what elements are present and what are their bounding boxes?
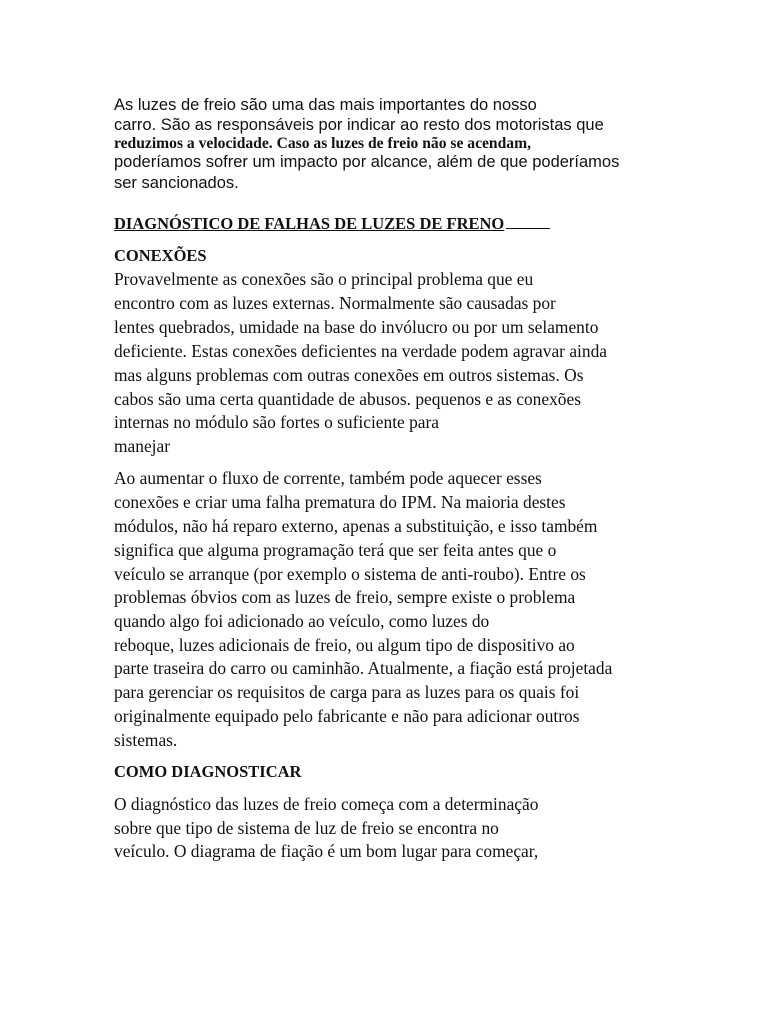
para2-line-1: Ao aumentar o fluxo de corrente, também pode aquecer esses	[114, 468, 542, 488]
conexoes-line-4: deficiente. Estas conexões deficientes na verdade podem agravar ainda	[114, 341, 607, 361]
intro-line-5: ser sancionados.	[114, 174, 239, 192]
conexoes-line-5: mas alguns problemas com outras conexões em outros sistemas. Os	[114, 365, 584, 385]
main-heading	[114, 212, 550, 235]
main-heading-text: DIAGNÓSTICO DE FALHAS DE LUZES DE FRENO	[114, 214, 505, 233]
heading-underline-tail	[506, 212, 550, 229]
intro-line-3-bold: reduzimos a velocidade. Caso as luzes de freio não se acendam,	[114, 135, 531, 152]
para2-line-4: significa que alguma programação terá que ser feita antes que o	[114, 540, 557, 560]
para2-line-12: sistemas.	[114, 730, 178, 750]
conexoes-line-2: encontro com as luzes externas. Normalmente são causadas por	[114, 293, 556, 313]
intro-line-4: poderíamos sofrer um impacto por alcance, além de que poderíamos	[114, 153, 620, 171]
section-heading-diagnosticar: COMO DIAGNOSTICAR	[114, 762, 302, 781]
para2-line-10: para gerenciar os requisitos de carga para as luzes para os quais foi	[114, 682, 580, 702]
section-heading-conexoes: CONEXÕES	[114, 246, 207, 265]
intro-line-2: carro. São as responsáveis por indicar ao resto dos motoristas que	[114, 116, 604, 134]
para2-line-7: quando algo foi adicionado ao veículo, como luzes do	[114, 611, 490, 631]
para2-line-6: problemas óbvios com as luzes de freio, sempre existe o problema	[114, 587, 576, 607]
conexoes-line-1: Provavelmente as conexões são o principal problema que eu	[114, 269, 534, 289]
para2-line-5: veículo se arranque (por exemplo o sistema de anti-roubo). Entre os	[114, 564, 586, 584]
diagnosticar-line-2: sobre que tipo de sistema de luz de freio se encontra no	[114, 818, 499, 838]
para2-line-9: parte traseira do carro ou caminhão. Atualmente, a fiação está projetada	[114, 658, 613, 678]
diagnosticar-line-1: O diagnóstico das luzes de freio começa com a determinação	[114, 794, 539, 814]
para2-line-2: conexões e criar uma falha prematura do IPM. Na maioria destes	[114, 492, 566, 512]
para2-line-3: módulos, não há reparo externo, apenas a substituição, e isso também	[114, 516, 598, 536]
conexoes-line-8: manejar	[114, 436, 171, 456]
intro-line-1: As luzes de freio são uma das mais importantes do nosso	[114, 96, 537, 114]
conexoes-line-3: lentes quebrados, umidade na base do invólucro ou por um selamento	[114, 317, 599, 337]
diagnosticar-line-3: veículo. O diagrama de fiação é um bom lugar para começar,	[114, 841, 539, 861]
para2-line-11: originalmente equipado pelo fabricante e não para adicionar outros	[114, 706, 580, 726]
conexoes-line-7: internas no módulo são fortes o suficiente para	[114, 412, 440, 432]
para2-line-8: reboque, luzes adicionais de freio, ou algum tipo de dispositivo ao	[114, 635, 575, 655]
conexoes-line-6: cabos são uma certa quantidade de abusos. pequenos e as conexões	[114, 389, 581, 409]
